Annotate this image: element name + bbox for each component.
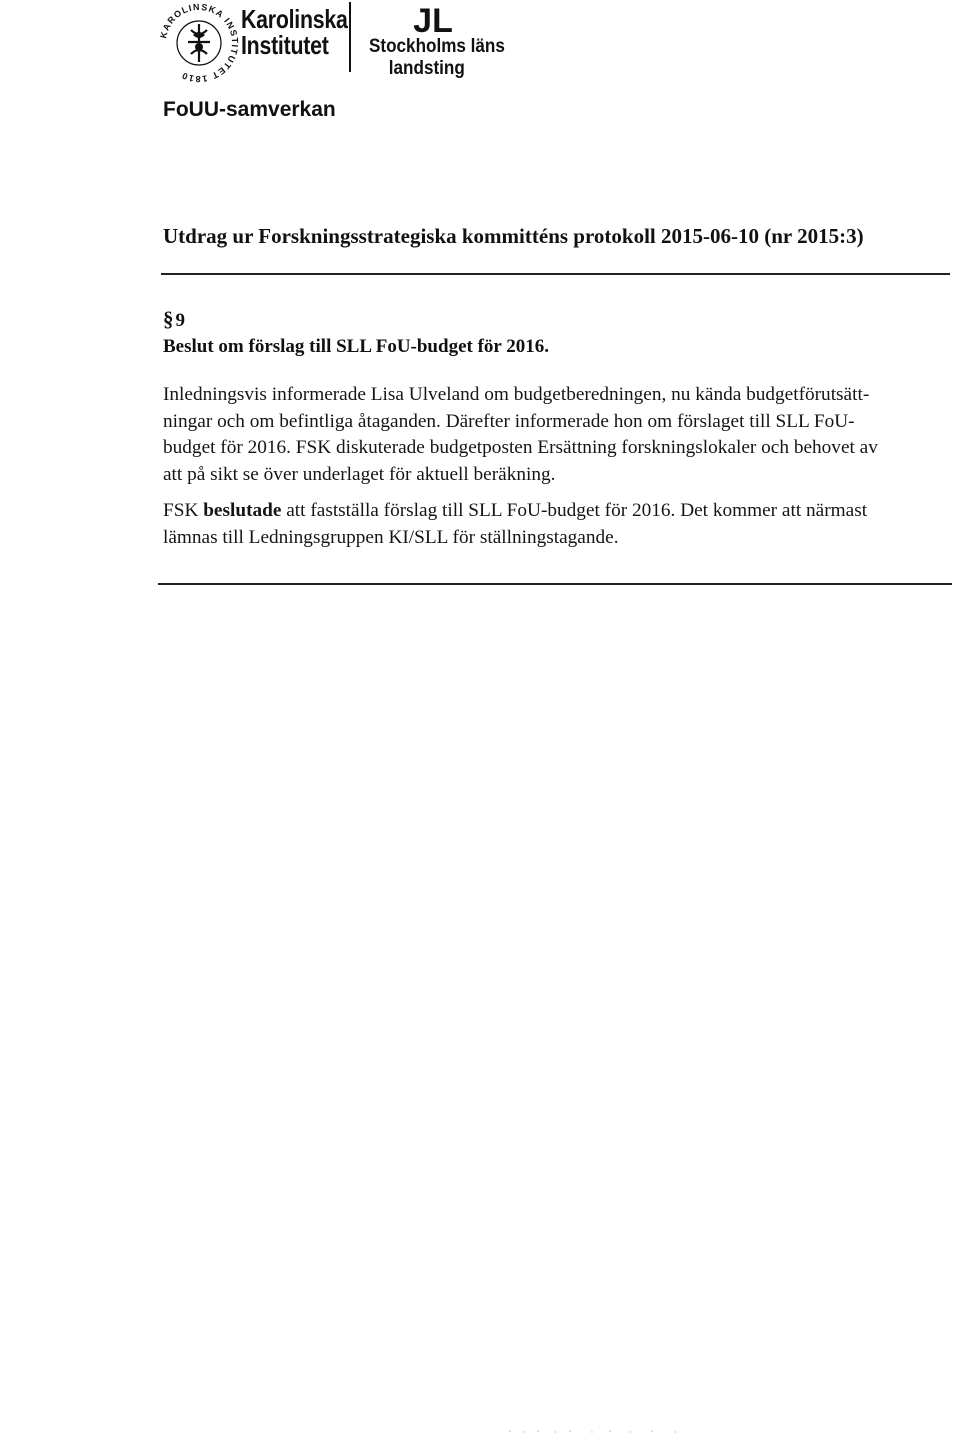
scan-specks [500,1426,700,1436]
decision-subject: FSK [163,500,204,521]
unit-name: FoUU-samverkan [163,98,336,121]
sll-name-line2: landsting [388,58,465,79]
section-number-line [163,306,549,334]
paragraph1-line: ningar och om befintliga åtaganden. Därefter informerade hon om förslaget till SLL FoU- [163,410,855,432]
paragraph-gap [163,488,938,498]
sll-name [369,36,505,80]
karolinska-name-line2: Institutet [241,30,329,60]
sll-name-line1: Stockholms läns [369,36,505,57]
paragraph1-line: budget för 2016. FSK diskuterade budgetposten Ersättning forskningslokaler och behovet av [163,437,878,458]
karolinska-name-line1: Karolinska [241,4,348,34]
title-rule [161,273,950,275]
section-number: 9 [175,310,185,331]
letterhead [0,0,960,140]
karolinska-seal-icon [158,2,240,84]
section-heading [163,306,549,360]
document-title: Utdrag ur Forskningsstrategiska kommitténs protokoll 2015-06-10 (nr 2015:3) [163,224,864,248]
paragraph1-line: att på sikt se över underlaget för aktuell beräkning. [163,463,556,485]
seal-text: KAROLINSKA INSTITUTET 1810 [158,2,240,84]
minutes-body [163,382,938,551]
decision-text: att fastställa förslag till SLL FoU-budget för 2016. Det kommer att närmast [281,500,868,521]
logo-divider [349,2,351,72]
decision-verb: beslutade [203,500,282,521]
paragraph1-line: Inledningsvis informerade Lisa Ulveland om budgetberedningen, nu kända budgetförutsätt- [163,384,870,405]
section-title: Beslut om förslag till SLL FoU-budget för 2016. [163,336,549,357]
karolinska-name [241,6,348,58]
paragraph-sign: § [163,307,174,331]
sll-monogram-icon [410,2,456,36]
paragraph2-line [163,498,938,525]
paragraph2-line: lämnas till Ledningsgruppen KI/SLL för ställningstagande. [163,526,619,548]
sll-monogram-text: JL [413,2,453,36]
closing-rule [158,583,952,585]
